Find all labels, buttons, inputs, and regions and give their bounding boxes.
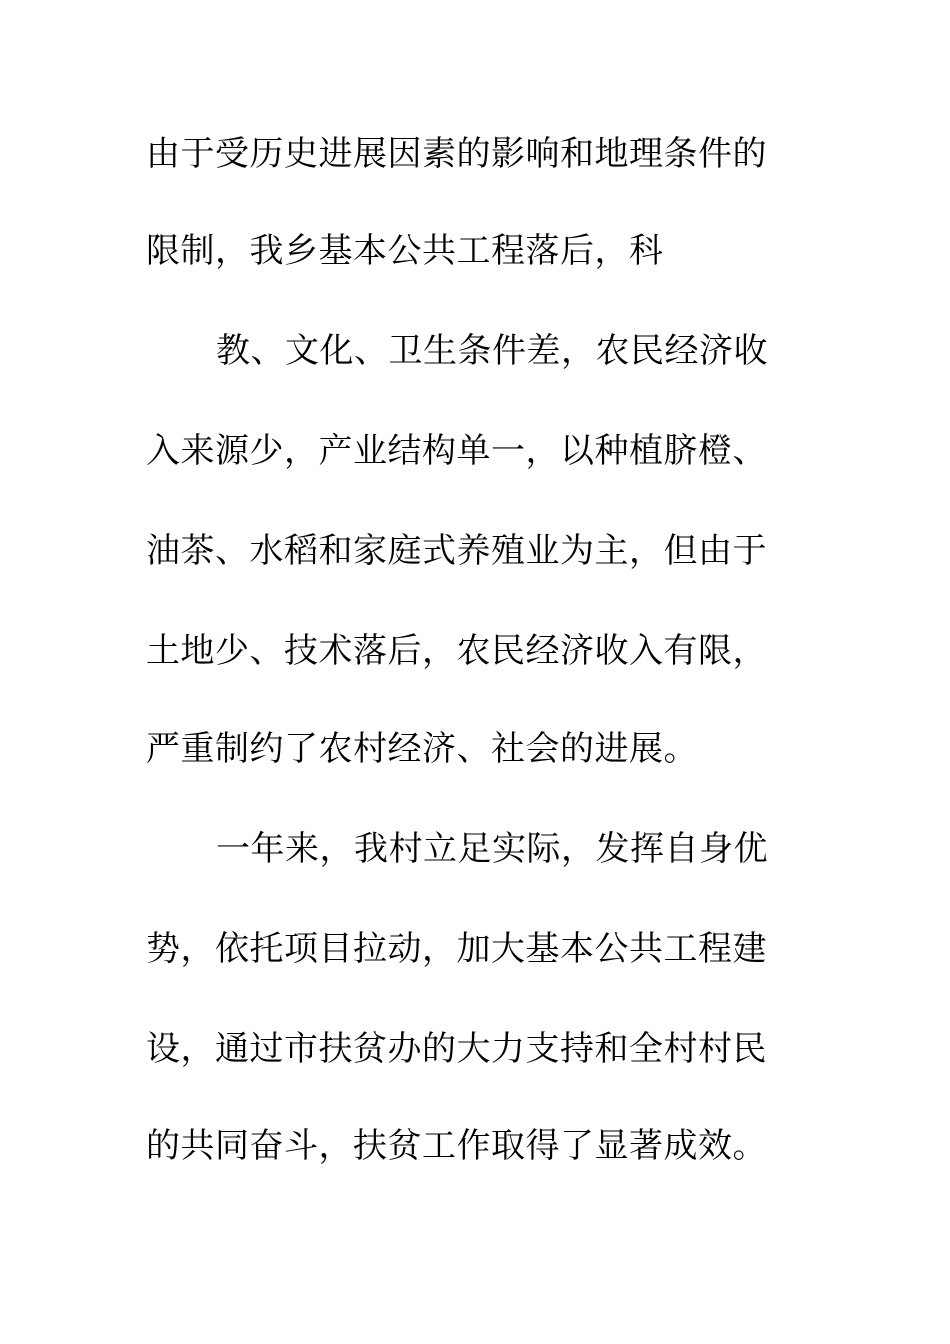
paragraph-line: 限制，我乡基本公共工程落后，科: [146, 231, 664, 271]
paragraph-line: 一年来，我村立足实际，发挥自身优: [216, 829, 768, 869]
paragraph-line: 入来源少，产业结构单一，以种植脐橙、: [146, 431, 767, 471]
paragraph-line: 设，通过市扶贫办的大力支持和全村村民: [146, 1029, 767, 1069]
paragraph-line: 由于受历史进展因素的影响和地理条件的: [146, 134, 767, 174]
paragraph-line: 势，依托项目拉动，加大基本公共工程建: [146, 929, 767, 969]
paragraph-line: 油茶、水稻和家庭式养殖业为主，但由于: [146, 531, 767, 571]
paragraph-line: 的共同奋斗，扶贫工作取得了显著成效。: [146, 1126, 767, 1166]
paragraph-line: 教、文化、卫生条件差，农民经济收: [216, 331, 768, 371]
paragraph-line: 土地少、技术落后，农民经济收入有限，: [146, 631, 767, 671]
paragraph-line: 严重制约了农村经济、社会的进展。: [146, 729, 698, 769]
